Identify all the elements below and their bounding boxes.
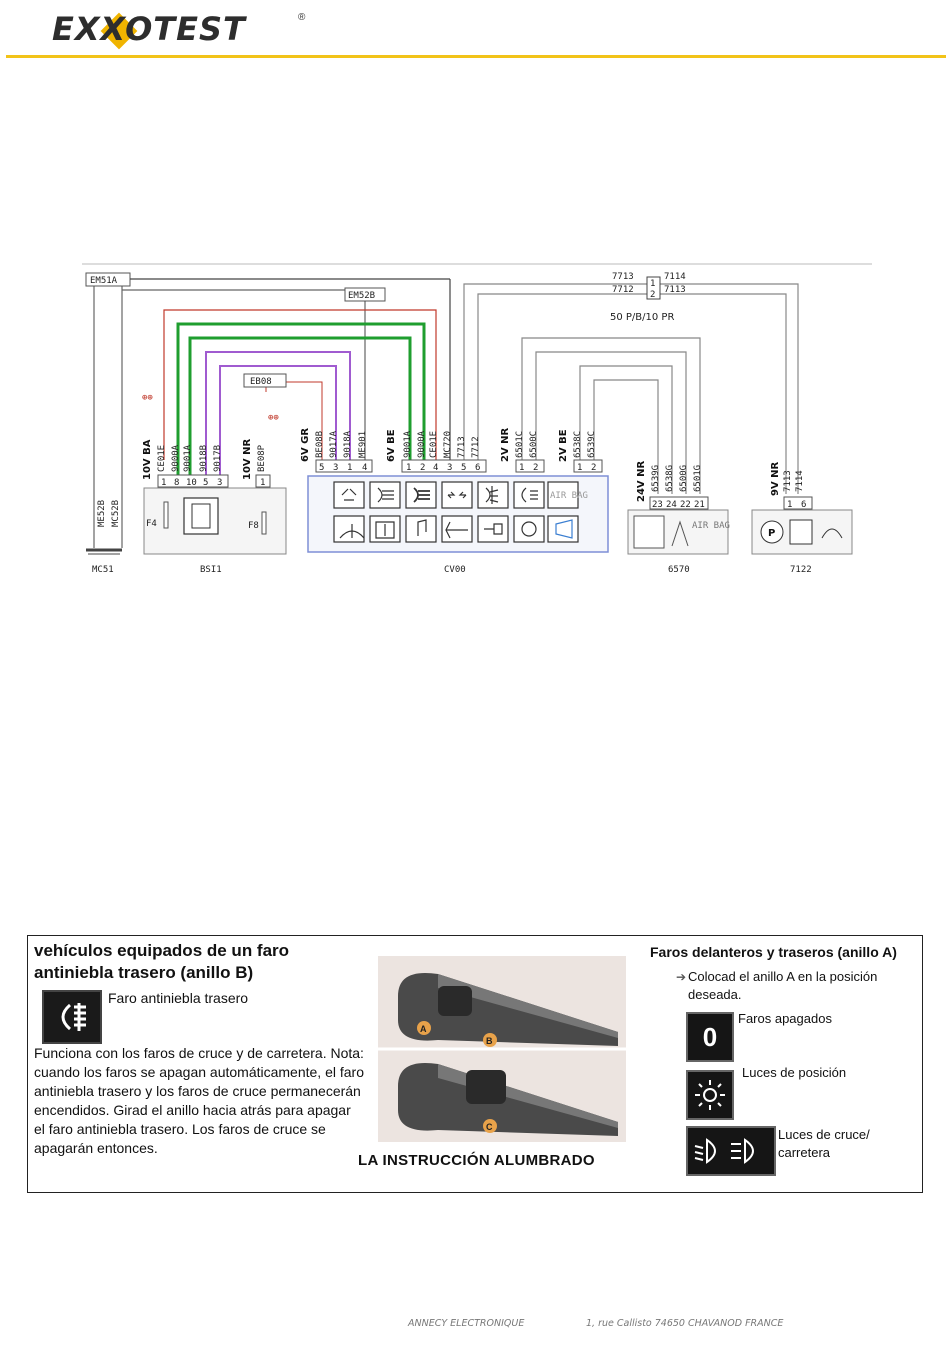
f8-connector-label: 10V NR xyxy=(242,438,253,480)
splice-pin-1: 1 xyxy=(650,279,656,289)
wire-label-me52b: ME52B xyxy=(97,499,107,527)
pin: 2 xyxy=(533,463,539,473)
pin: 1 xyxy=(161,478,167,488)
pin: 4 xyxy=(362,463,368,473)
logo-text: EXXOTEST xyxy=(52,10,246,48)
wire-label: 6539C xyxy=(587,430,597,458)
panel-title: vehículos equipados de un faro antiniebla trasero (anillo B) xyxy=(34,941,290,982)
wire-label: 6538C xyxy=(573,430,583,458)
connector-chip-icon xyxy=(634,516,664,548)
fuse-f4 xyxy=(164,502,168,528)
low-high-beam-label: Luces de cruce/ carretera xyxy=(778,1127,870,1160)
fog-instructions-text: Funciona con los faros de cruce y de carretera. Nota: cuando los faros se apagan automáticamente, el faro antiniebla trasero y los faros de cruce permanecerán encendidos. Girad el anillo hacia atrás para apagar el faro antiniebla trasero. Los faros de cruce se apagarán entonces. xyxy=(34,1045,364,1156)
pin: 6 xyxy=(475,463,481,473)
wire-label: CE01E xyxy=(429,430,439,458)
lighting-instruction-panel xyxy=(27,935,923,1193)
cv00-b-connector-label: 6V BE xyxy=(386,429,397,462)
right-instruction xyxy=(676,968,908,1004)
wire-label-7713: 7713 xyxy=(612,272,634,282)
pin: 21 xyxy=(694,500,705,510)
fuse-f8 xyxy=(262,512,266,534)
right-title: Faros delanteros y traseros (anillo A) xyxy=(650,944,897,960)
pin: 2 xyxy=(591,463,597,473)
pin: 3 xyxy=(333,463,339,473)
fuse-f8-label: F8 xyxy=(248,521,259,531)
module-label-7122: 7122 xyxy=(790,565,812,575)
photo-marker-b: B xyxy=(486,1036,493,1046)
wire-label: CE01E xyxy=(157,444,167,472)
pin: 5 xyxy=(319,463,325,473)
wire-labels-7122 xyxy=(770,461,805,496)
module-label-cv00: CV00 xyxy=(444,565,466,575)
position-lights-label: Luces de posición xyxy=(742,1065,847,1080)
bundle-label: 50 P/B/10 PR xyxy=(610,312,675,323)
rear-fog-light-icon xyxy=(42,990,102,1044)
fuse-f4-label: F4 xyxy=(146,519,157,529)
wire-label: MC720 xyxy=(443,430,453,458)
pin: 1 xyxy=(406,463,412,473)
bsi-pins xyxy=(158,475,270,488)
wire-label: 9018A xyxy=(343,430,353,458)
wire-labels-6570 xyxy=(636,460,703,502)
wiring-diagram xyxy=(82,262,872,580)
wire-label: BE08B xyxy=(315,430,325,458)
lights-off-icon xyxy=(686,1012,734,1062)
lights-off-symbol: 0 xyxy=(702,1021,718,1052)
registered-mark: ® xyxy=(298,12,306,23)
header-rule xyxy=(6,55,946,58)
wire-label: 6500G xyxy=(679,464,689,492)
pin: 5 xyxy=(203,478,209,488)
splice-pin-2: 2 xyxy=(650,290,656,300)
cv00-c-connector-label: 2V NR xyxy=(500,427,511,462)
wire-labels-cv00 xyxy=(300,427,597,462)
hazard-icon xyxy=(514,516,544,542)
pin: 6 xyxy=(801,500,807,510)
connector-em51a-label: EM51A xyxy=(90,276,118,286)
pin: 22 xyxy=(680,500,691,510)
lights-off-label: Faros apagados xyxy=(738,1011,832,1026)
fuse-symbol-left-icon: ⊕⊕ xyxy=(142,393,153,403)
pin: 5 xyxy=(461,463,467,473)
wire-label: 7712 xyxy=(471,436,481,458)
wire-label: 6539G xyxy=(651,464,661,492)
fuse-symbol-right-icon: ⊕⊕ xyxy=(268,413,279,423)
wire-label: 7113 xyxy=(783,470,793,492)
wire-label: 9001A xyxy=(183,444,193,472)
gray-wire-7113 xyxy=(660,294,786,494)
m6570-pins xyxy=(650,497,708,510)
right-instruction-text: Colocad el anillo A en la posición deseada. xyxy=(688,969,878,1002)
pin: 24 xyxy=(666,500,677,510)
horn-icon xyxy=(548,516,578,542)
wire-label-7114: 7114 xyxy=(664,272,686,282)
cv00-d-connector-label: 2V BE xyxy=(558,429,569,462)
pin: 10 xyxy=(186,478,197,488)
module-label-6570: 6570 xyxy=(668,565,690,575)
wire-label: 6501C xyxy=(515,430,525,458)
fog-caption: Faro antiniebla trasero xyxy=(108,990,249,1006)
pin: 23 xyxy=(652,500,663,510)
wire-label: 6538G xyxy=(665,464,675,492)
front-fog-icon xyxy=(478,482,508,508)
pin: 2 xyxy=(420,463,426,473)
wire-label: 9018B xyxy=(199,444,209,472)
cv00-a-connector-label: 6V GR xyxy=(300,427,311,462)
pin: 4 xyxy=(433,463,439,473)
pin: 1 xyxy=(787,500,793,510)
rear-fog-icon xyxy=(514,482,544,508)
photo-marker-a: A xyxy=(420,1024,427,1034)
exxotest-logo xyxy=(52,10,312,46)
m7122-pins xyxy=(784,497,812,510)
wire-label-mc52b: MC52B xyxy=(111,499,121,527)
footer-address: 1, rue Callisto 74650 CHAVANOD FRANCE xyxy=(586,1318,784,1329)
turn-signal-icon xyxy=(442,482,472,508)
footer-company: ANNECY ELECTRONIQUE xyxy=(408,1318,525,1329)
pin: 8 xyxy=(174,478,180,488)
wire-label: 6500C xyxy=(529,430,539,458)
wire-label-7113: 7113 xyxy=(664,285,686,295)
gray-wire-6500 xyxy=(536,352,686,494)
stalk-switch-photo xyxy=(378,956,626,1142)
wire-label: 9001A xyxy=(403,430,413,458)
pin: 1 xyxy=(519,463,525,473)
wiper-icon xyxy=(334,516,364,542)
side-lights-icon xyxy=(334,482,364,508)
audio-icon xyxy=(406,516,436,542)
module-label-bsi1: BSI1 xyxy=(200,565,222,575)
position-lights-icon xyxy=(686,1070,734,1120)
bsi-connector-label: 10V BA xyxy=(142,439,153,480)
wire-label: ME901 xyxy=(358,430,368,458)
m7122-connector-label: 9V NR xyxy=(770,461,781,496)
pin: 1 xyxy=(260,478,266,488)
pin: 3 xyxy=(217,478,223,488)
connector-eb08-label: EB08 xyxy=(250,377,272,387)
module-label-mc51: MC51 xyxy=(92,565,114,575)
wire-label: BE08P xyxy=(257,444,267,472)
cv00-airbag-text: AIR BAG xyxy=(550,491,588,501)
low-high-beam-icon xyxy=(686,1126,776,1176)
wire-label: 9017B xyxy=(213,444,223,472)
connector-em52b-label: EM52B xyxy=(348,291,376,301)
pointer-arrow-icon: ➔ xyxy=(676,970,687,984)
photo-marker-c: C xyxy=(486,1122,493,1132)
wire-label: 9017A xyxy=(329,430,339,458)
module-chip-icon xyxy=(790,520,812,544)
wire-label: 7713 xyxy=(457,436,467,458)
wire-label: 9000A xyxy=(171,444,181,472)
photo-caption: LA INSTRUCCIÓN ALUMBRADO xyxy=(358,1152,595,1169)
parking-brake-glyph: P xyxy=(768,528,776,539)
wire-label: 6501G xyxy=(693,464,703,492)
pin: 1 xyxy=(577,463,583,473)
wire-label-7712: 7712 xyxy=(612,285,634,295)
m6570-airbag-text: AIR BAG xyxy=(692,521,730,531)
m6570-connector-label: 24V NR xyxy=(636,460,647,502)
gray-wire-7713 xyxy=(464,284,647,460)
wire-label: 7114 xyxy=(795,470,805,492)
pin: 3 xyxy=(447,463,453,473)
wire-label: 9000A xyxy=(417,430,427,458)
pin: 1 xyxy=(347,463,353,473)
